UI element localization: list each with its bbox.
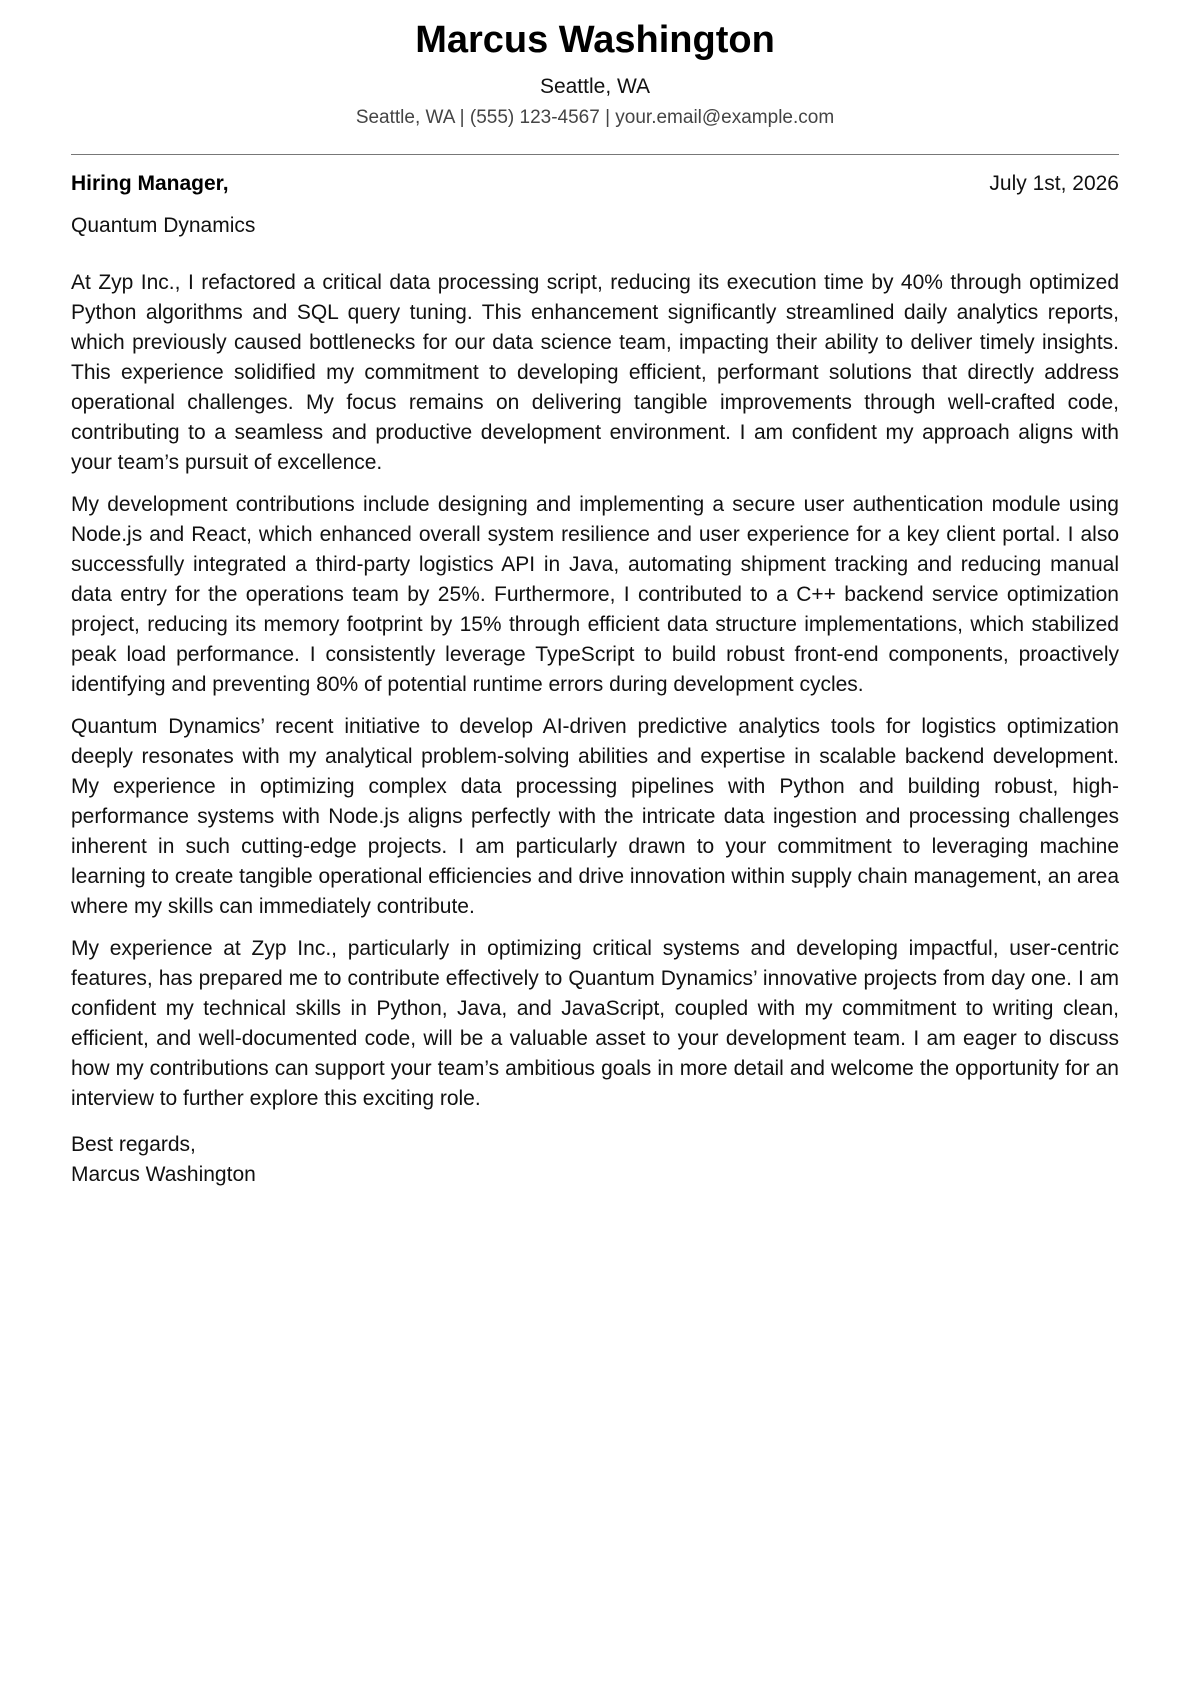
body-paragraph: My development contributions include designing and implementing a secure user authentication module using Node.js and React, which enhanced overall system resilience and user experience for a key client portal. I also successfully integrated a third-party logistics API in Java, automating shipment tracking and reducing manual data entry for the operations team by 25%. Furthermore, I contributed to a C++ backend service optimization project, reducing its memory footprint by 15% through efficient data structure implementations, which stabilized peak load performance. I consistently leverage TypeScript to build robust front-end components, proactively identifying and preventing 80% of potential runtime errors during development cycles. — [71, 493, 1119, 696]
letter-closing — [71, 1130, 1119, 1190]
signature-name: Marcus Washington — [71, 1163, 256, 1186]
recipient-salutation: Hiring Manager, — [71, 172, 229, 195]
contact-line: Seattle, WA | (555) 123-4567 | your.email@example.com — [355, 107, 835, 128]
body-paragraph: At Zyp Inc., I refactored a critical data processing script, reducing its execution time by 40% through optimized Python algorithms and SQL query tuning. This enhancement significantly streamlined daily analytics reports, which previously caused bottlenecks for our data science team, impacting their ability to deliver timely insights. This experience solidified my commitment to developing efficient, performant solutions that directly address operational challenges. My focus remains on delivering tangible improvements through well-crafted code, contributing to a seamless and productive development environment. I am confident my approach aligns with your team’s pursuit of excellence. — [71, 271, 1119, 474]
body-paragraph: Quantum Dynamics’ recent initiative to develop AI-driven predictive analytics tools for logistics optimization deeply resonates with my analytical problem-solving abilities and expertise in scalable backend development. My experience in optimizing complex data processing pipelines with Python and building robust, high-performance systems with Node.js aligns perfectly with the intricate data ingestion and processing challenges inherent in such cutting-edge projects. I am particularly drawn to your commitment to leveraging machine learning to create tangible operational efficiencies and drive innovation within supply chain management, an area where my skills can immediately contribute. — [71, 715, 1119, 918]
header-divider — [71, 154, 1119, 155]
recipient-date-row — [71, 170, 1119, 198]
company-name: Quantum Dynamics — [71, 214, 256, 237]
letter-body — [71, 268, 1119, 1114]
body-paragraph: My experience at Zyp Inc., particularly in optimizing critical systems and developing impactful, user-centric features, has prepared me to contribute effectively to Quantum Dynamics’ innovative projects from day one. I am confident my technical skills in Python, Java, and JavaScript, coupled with my commitment to writing clean, efficient, and well-documented code, will be a valuable asset to your development team. I am eager to discuss how my contributions can support your team’s ambitious goals in more detail and welcome the opportunity for an interview to further explore this exciting role. — [71, 937, 1119, 1110]
applicant-name: Marcus Washington — [415, 19, 775, 61]
closing-phrase: Best regards, — [71, 1133, 196, 1156]
applicant-location: Seattle, WA — [539, 75, 651, 98]
letter-header — [71, 0, 1119, 131]
letter-date: July 1st, 2026 — [989, 172, 1119, 195]
